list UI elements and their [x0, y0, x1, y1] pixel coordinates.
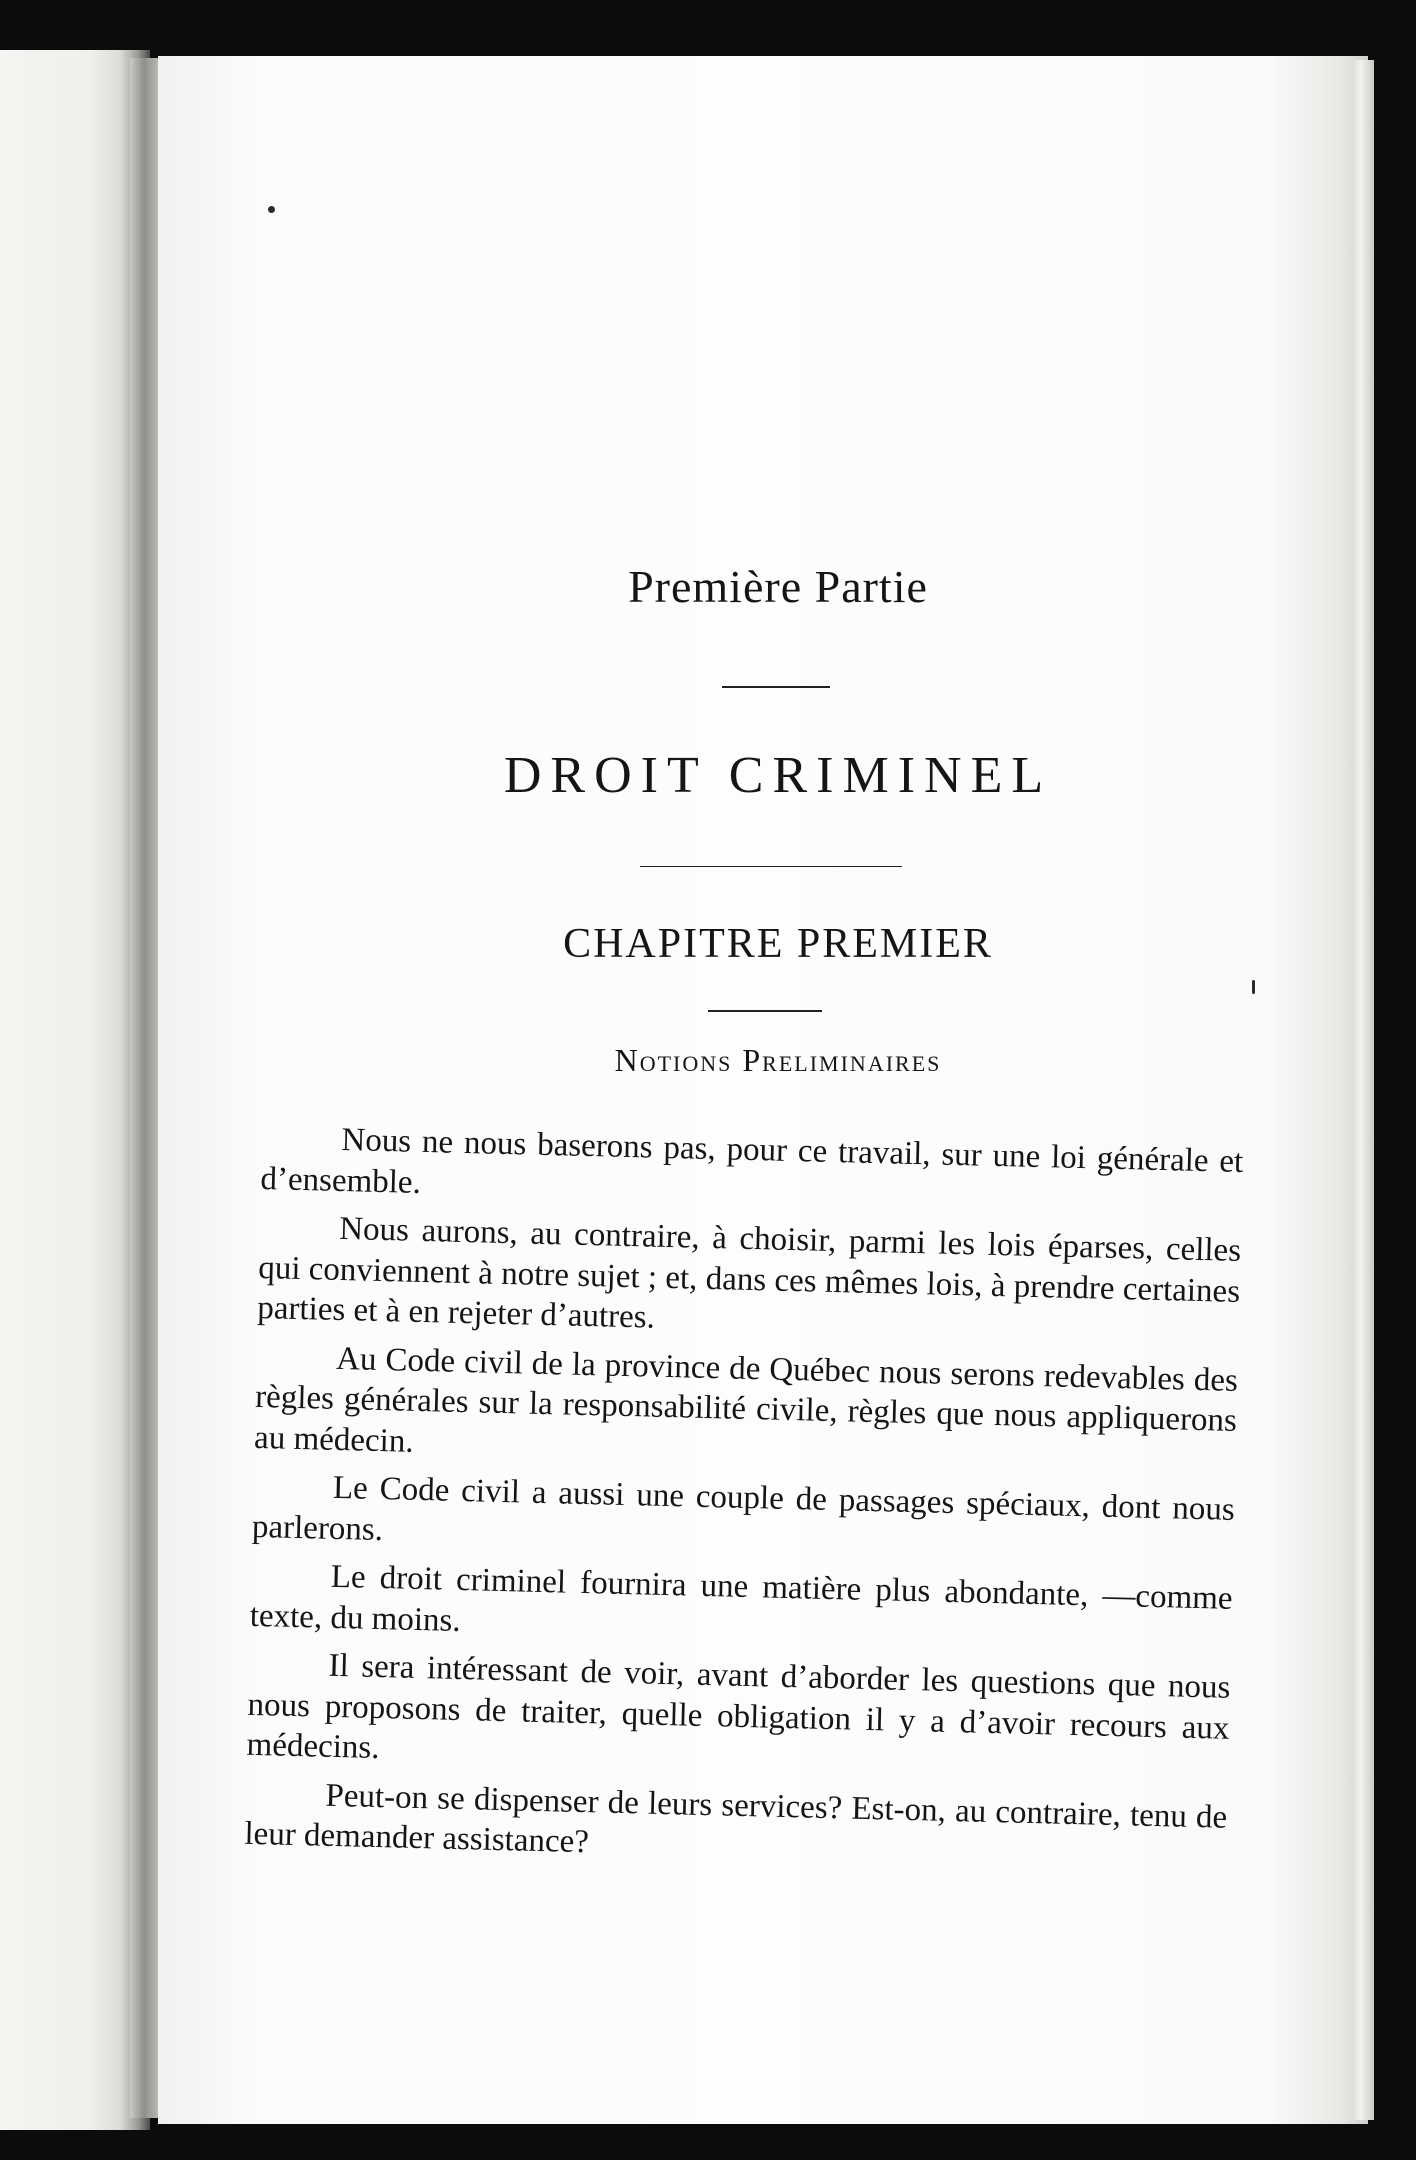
page-right-edge [1352, 60, 1374, 2120]
part-title: Première Partie [628, 561, 928, 612]
paragraph: Nous aurons, au contraire, à choisir, parmi les lois éparses, celles qui conviennent à notre sujet ; et, dans ces mêmes lois, à prendre certaines parties et à en rejeter d’autres. [256, 1210, 1242, 1336]
main-title: DROIT CRIMINEL [503, 747, 1053, 804]
paragraph: Il sera intéressant de voir, avant d’aborder les questions que nous nous proposons de traiter, quelle obligation il y a d’avoir recours aux médecins. [246, 1647, 1231, 1767]
section-title: Notions Preliminaires [614, 1042, 942, 1078]
body-text [244, 1118, 1244, 1886]
ink-speck [268, 206, 275, 213]
divider-rule [722, 686, 830, 688]
paragraph: Au Code civil de la province de Québec nous serons redevables des règles générales sur la responsabilité civile, règles que nous appliquerons au médecin. [253, 1340, 1239, 1460]
paragraph: Le droit criminel fournira une matière plus abondante, —comme texte, du moins. [249, 1558, 1233, 1639]
divider-rule [708, 1010, 822, 1012]
page-gutter-shadow [130, 58, 158, 2118]
chapter-title: CHAPITRE PREMIER [563, 921, 993, 967]
facing-page-edge [0, 50, 150, 2130]
ink-speck [1252, 980, 1255, 994]
divider-rule [640, 866, 902, 867]
paragraph: Nous ne nous baserons pas, pour ce travail, sur une loi générale et d’ensemble. [260, 1121, 1244, 1201]
paragraph: Peut-on se dispenser de leurs services? Est-on, au contraire, tenu de leur demander assistance? [244, 1777, 1228, 1861]
paragraph: Le Code civil a aussi une couple de passages spéciaux, dont nous parlerons. [251, 1469, 1236, 1548]
